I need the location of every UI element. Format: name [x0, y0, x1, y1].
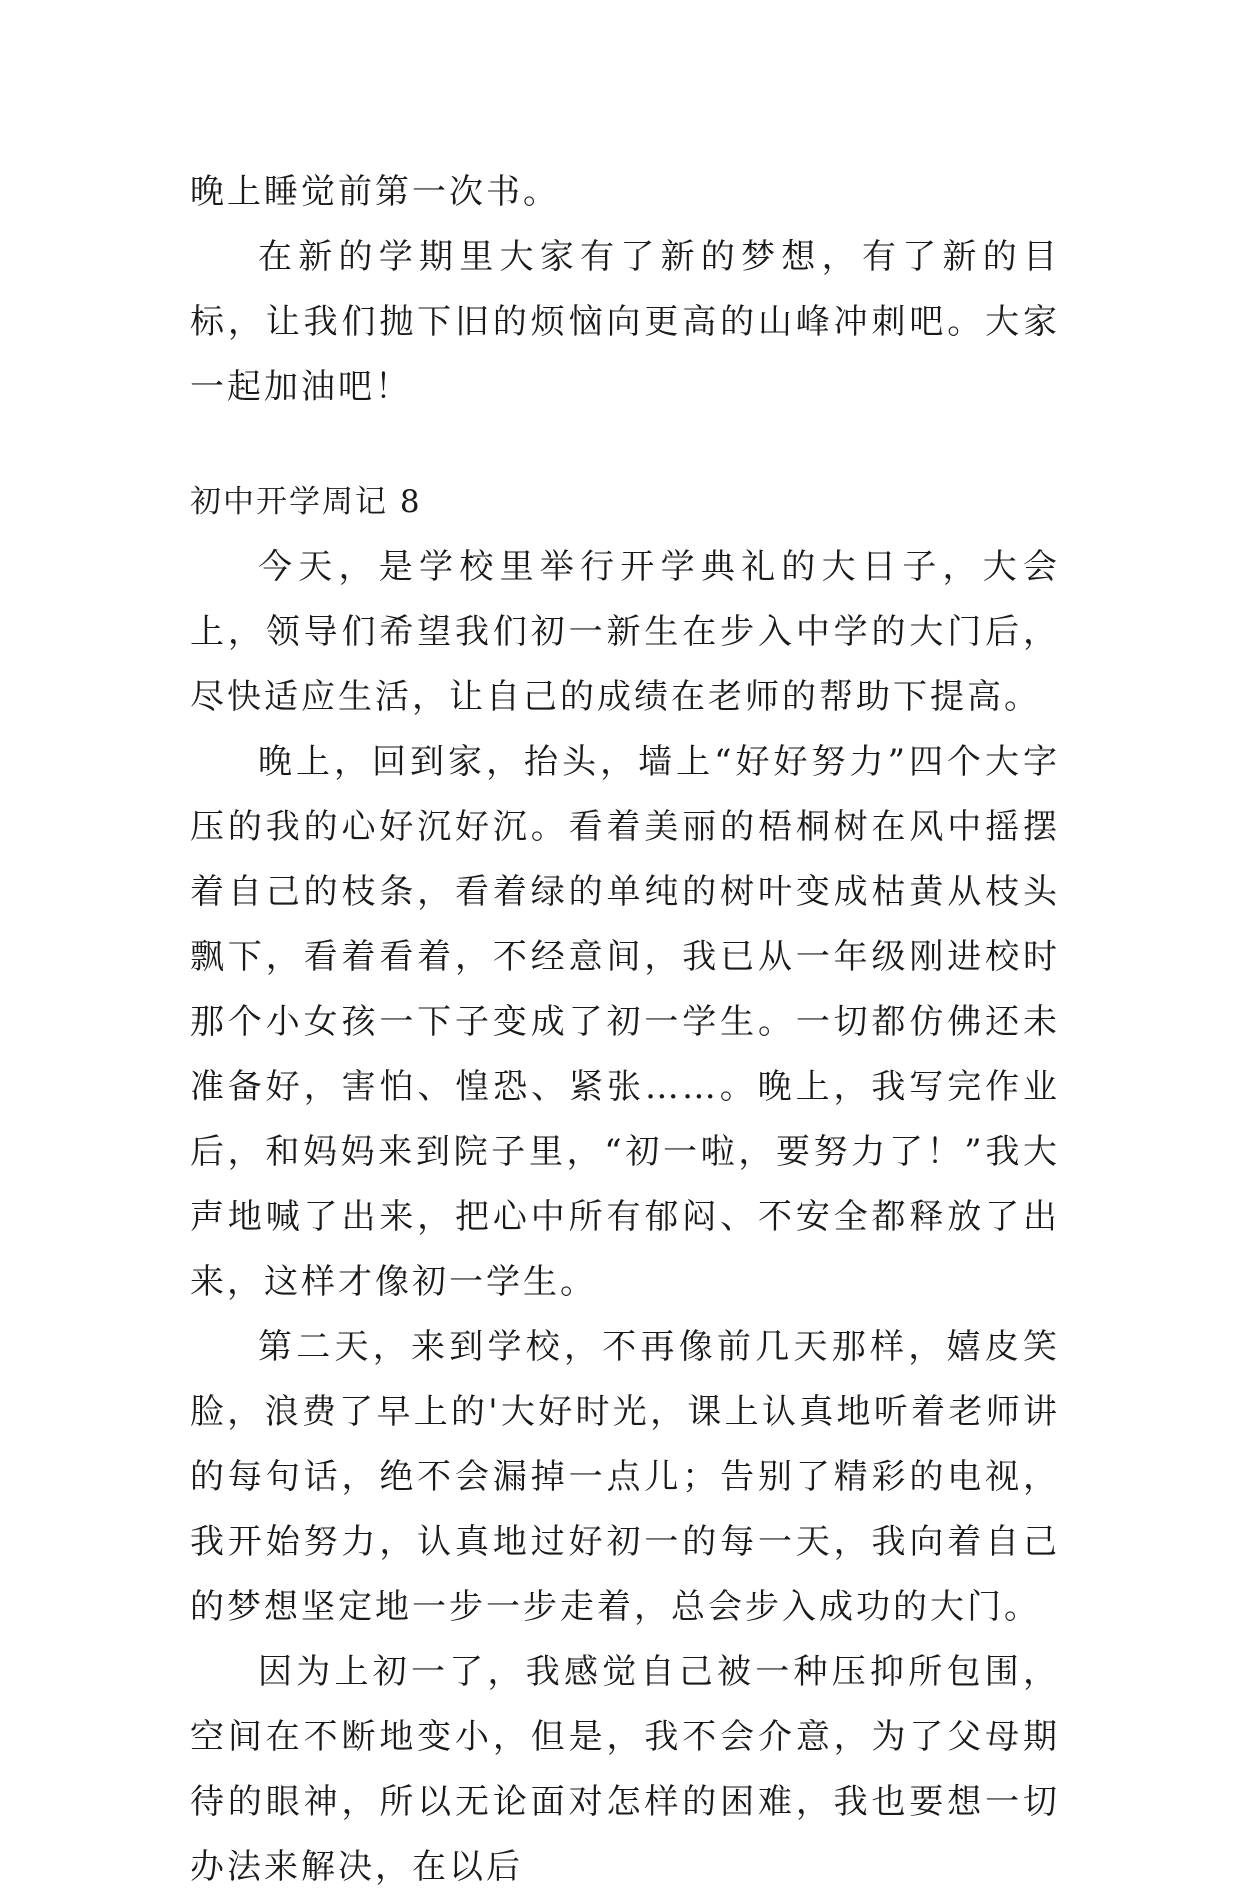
paragraph-closing: 在新的学期里大家有了新的梦想，有了新的目标，让我们抛下旧的烦恼向更高的山峰冲刺吧。大家一起加油吧！ [190, 237, 1060, 407]
document-body [190, 160, 1060, 1900]
paragraph: 晚上，回到家，抬头，墙上“好好努力”四个大字压的我的心好沉好沉。看着美丽的梧桐树在风中摇摆着自己的枝条，看着绿的单纯的树叶变成枯黄从枝头飘下，看着看着，不经意间，我已从一年级刚进校时那个小女孩一下子变成了初一学生。一切都仿佛还未准备好，害怕、惶恐、紧张……。晚上，我写完作业后，和妈妈来到院子里，“初一啦，要努力了！”我大声地喊了出来，把心中所有郁闷、不安全都释放了出来，这样才像初一学生。 [190, 742, 1060, 1302]
paragraph-continuation: 晚上睡觉前第一次书。 [190, 172, 560, 212]
section-gap [190, 420, 1060, 470]
paragraph: 今天，是学校里举行开学典礼的大日子，大会上，领导们希望我们初一新生在步入中学的大门后，尽快适应生活，让自己的成绩在老师的帮助下提高。 [190, 547, 1060, 717]
section-heading: 初中开学周记 8 [190, 484, 422, 520]
paragraph: 第二天，来到学校，不再像前几天那样，嬉皮笑脸，浪费了早上的'大好时光，课上认真地听着老师讲的每句话，绝不会漏掉一点儿；告别了精彩的电视，我开始努力，认真地过好初一的每一天，我向着自己的梦想坚定地一步一步走着，总会步入成功的大门。 [190, 1327, 1060, 1627]
paragraph: 因为上初一了，我感觉自己被一种压抑所包围，空间在不断地变小，但是，我不会介意，为了父母期待的眼神，所以无论面对怎样的困难，我也要想一切办法来解决，在以后 [190, 1652, 1060, 1887]
